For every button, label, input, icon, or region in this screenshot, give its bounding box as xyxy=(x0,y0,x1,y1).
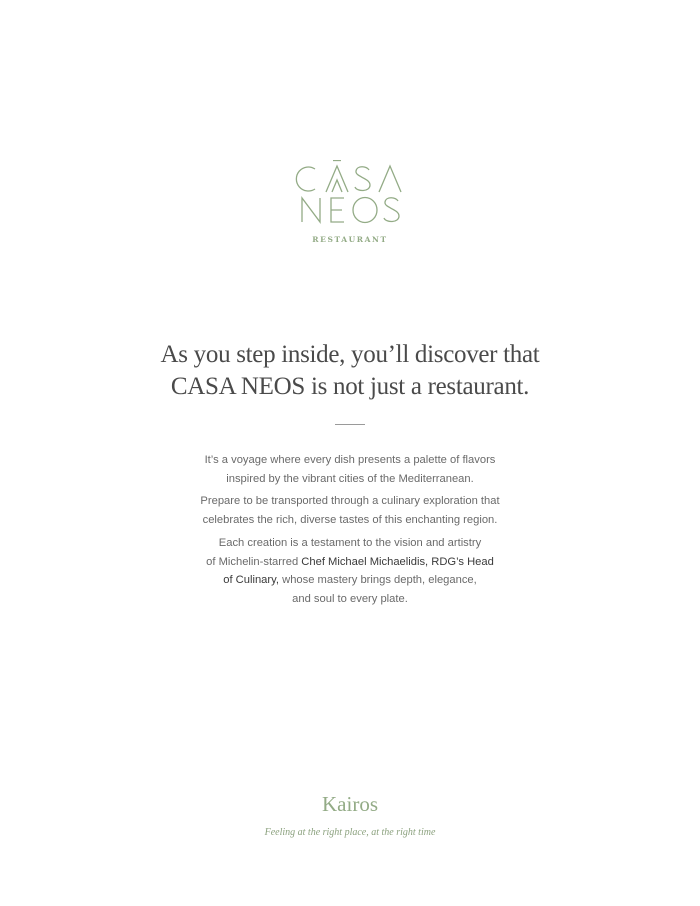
paragraph-chef xyxy=(150,534,550,608)
footer-title: Kairos xyxy=(322,792,378,816)
brand-logo xyxy=(0,160,700,230)
casa-neos-logo-icon xyxy=(295,160,405,230)
logo-subtitle: RESTAURANT xyxy=(312,235,388,244)
intro-headline xyxy=(0,339,700,403)
paragraph-line: It’s a voyage where every dish presents a palette of flavors xyxy=(204,454,496,466)
paragraph-exploration xyxy=(150,492,550,529)
paragraph-line: Prepare to be transported through a culinary exploration that xyxy=(200,495,500,507)
headline-line-2: CASA NEOS is not just a restaurant. xyxy=(170,373,530,400)
paragraph-line: Each creation is a testament to the vision and artistry xyxy=(218,537,482,549)
footer-tagline: Feeling at the right place, at the right time xyxy=(264,827,436,838)
chef-title-emphasis: of Culinary, xyxy=(223,574,279,586)
section-divider xyxy=(335,424,365,425)
paragraph-line: whose mastery brings depth, elegance, xyxy=(279,574,477,586)
headline-line-1: As you step inside, you’ll discover that xyxy=(160,341,540,368)
paragraph-line: inspired by the vibrant cities of the Mediterranean. xyxy=(226,472,474,485)
chef-name-emphasis: Chef Michael Michaelidis, RDG’s Head xyxy=(301,555,494,568)
paragraph-line: and soul to every plate. xyxy=(292,592,408,605)
paragraph-line: celebrates the rich, diverse tastes of this enchanting region. xyxy=(202,513,498,526)
paragraph-line: of Michelin-starred xyxy=(206,555,302,568)
paragraph-voyage xyxy=(150,451,550,488)
